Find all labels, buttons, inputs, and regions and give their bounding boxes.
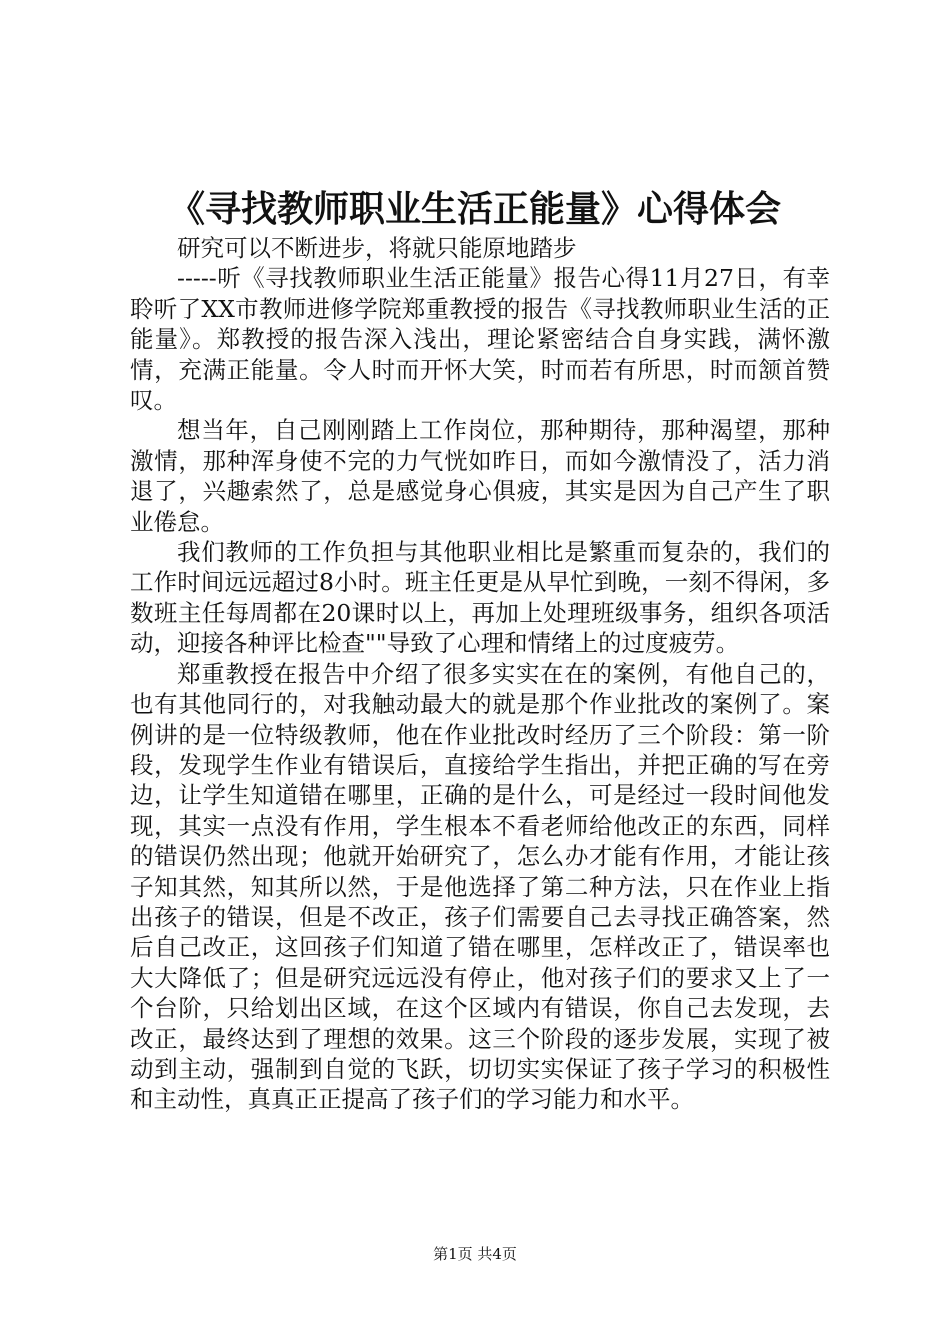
paragraph-subtitle: 研究可以不断进步，将就只能原地踏步 xyxy=(177,234,577,262)
document-body xyxy=(130,233,830,1115)
document-title: 《寻找教师职业生活正能量》心得体会 xyxy=(168,188,781,230)
paragraph-workload: 我们教师的工作负担与其他职业相比是繁重而复杂的，我们的工作时间远远超过8小时。班主任更是从早忙到晚，一刻不得闲，多数班主任每周都在20课时以上，再加上处理班级事务，组织各项活动，迎接各种评比检查""导致了心理和情绪上的过度疲劳。 xyxy=(130,538,830,658)
paragraph-intro: -----听《寻找教师职业生活正能量》报告心得11月27日，有幸聆听了XX市教师进修学院郑重教授的报告《寻找教师职业生活的正能量》。郑教授的报告深入浅出，理论紧密结合自身实践，满怀激情，充满正能量。令人时而开怀大笑，时而若有所思，时而颔首赞叹。 xyxy=(130,264,830,415)
page-footer: 第1页 共4页 xyxy=(433,1245,517,1263)
paragraph-recollection: 想当年，自己刚刚踏上工作岗位，那种期待，那种渴望，那种激情，那种浑身使不完的力气恍如昨日，而如今激情没了，活力消退了，兴趣索然了，总是感觉身心俱疲，其实是因为自己产生了职业倦怠。 xyxy=(130,416,830,536)
paragraph-case-study: 郑重教授在报告中介绍了很多实实在在的案例，有他自己的，也有其他同行的，对我触动最大的就是那个作业批改的案例了。案例讲的是一位特级教师，他在作业批改时经历了三个阶段：第一阶段，发现学生作业有错误后，直接给学生指出，并把正确的写在旁边，让学生知道错在哪里，正确的是什么，可是经过一段时间他发现，其实一点没有作用，学生根本不看老师给他改正的东西，同样的错误仍然出现；他就开始研究了，怎么办才能有作用，才能让孩子知其然，知其所以然，于是他选择了第二种方法，只在作业上指出孩子的错误，但是不改正，孩子们需要自己去寻找正确答案，然后自己改正，这回孩子们知道了错在哪里，怎样改正了，错误率也大大降低了；但是研究远远没有停止，他对孩子们的要求又上了一个台阶，只给划出区域，在这个区域内有错误，你自己去发现，去改正，最终达到了理想的效果。这三个阶段的逐步发展，实现了被动到主动，强制到自觉的飞跃，切切实实保证了孩子学习的积极性和主动性，真真正正提高了孩子们的学习能力和水平。 xyxy=(130,659,830,1114)
